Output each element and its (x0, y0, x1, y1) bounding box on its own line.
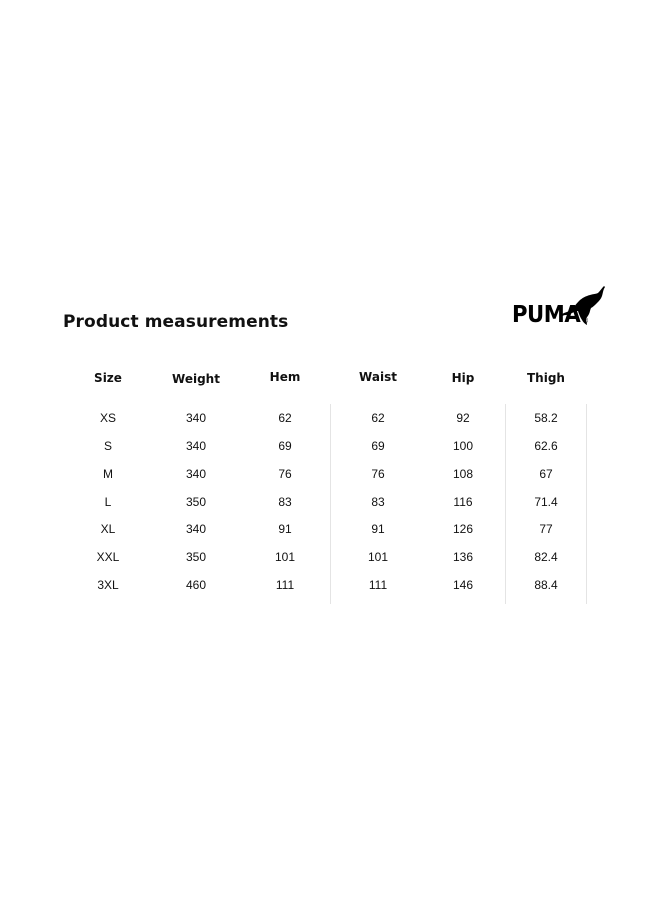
cell-hip: 116 (453, 495, 473, 509)
header-size: Size (94, 371, 122, 385)
table-row (0, 492, 660, 512)
header-waist: Waist (359, 370, 397, 384)
header-hem: Hem (269, 370, 301, 384)
header-weight: Weight (172, 372, 220, 386)
cell-hem: 69 (278, 439, 292, 453)
cell-hem: 101 (274, 550, 296, 564)
cell-weight: 460 (185, 578, 207, 592)
cell-thigh: 58.2 (534, 411, 558, 425)
cell-weight: 340 (185, 467, 207, 481)
table-row (0, 408, 660, 428)
cell-waist: 62 (371, 411, 385, 425)
cell-waist: 101 (367, 550, 389, 564)
cell-waist: 91 (371, 522, 385, 536)
cell-hip: 136 (452, 550, 474, 564)
cell-hip: 146 (452, 578, 474, 592)
cell-thigh: 82.4 (534, 550, 558, 564)
puma-logo (512, 284, 606, 334)
cell-hem: 76 (278, 467, 292, 481)
cell-waist: 69 (371, 439, 385, 453)
cell-thigh: 62.6 (534, 439, 558, 453)
cell-hem: 111 (275, 578, 295, 592)
cell-thigh: 67 (539, 467, 553, 481)
cell-hem: 91 (278, 522, 292, 536)
cell-weight: 350 (185, 495, 207, 509)
table-row (0, 464, 660, 484)
registered-mark: ® (583, 318, 589, 325)
cell-weight: 350 (185, 550, 207, 564)
cell-thigh: 88.4 (534, 578, 558, 592)
table-row (0, 575, 660, 595)
cell-weight: 340 (185, 522, 207, 536)
cell-thigh: 71.4 (534, 495, 558, 509)
cell-size: 3XL (97, 578, 119, 592)
cell-hip: 100 (452, 439, 474, 453)
cell-size: XL (100, 522, 116, 536)
cell-hem: 62 (278, 411, 292, 425)
cell-hip: 126 (452, 522, 474, 536)
cell-hip: 92 (456, 411, 470, 425)
cell-hem: 83 (278, 495, 292, 509)
cell-size: S (103, 439, 112, 453)
header-hip: Hip (451, 371, 475, 385)
cell-size: M (103, 467, 113, 481)
cell-hip: 108 (452, 467, 474, 481)
cell-size: XS (99, 411, 116, 425)
table-row (0, 519, 660, 539)
cell-thigh: 77 (539, 522, 553, 536)
cell-weight: 340 (185, 439, 207, 453)
page-title: Product measurements (63, 312, 289, 332)
cell-waist: 76 (371, 467, 385, 481)
table-row (0, 547, 660, 567)
header-thigh: Thigh (527, 371, 565, 385)
cell-size: XXL (96, 550, 120, 564)
cell-size: L (104, 495, 112, 509)
table-header (0, 368, 660, 388)
cell-waist: 111 (368, 578, 388, 592)
cell-waist: 83 (371, 495, 385, 509)
table-row (0, 436, 660, 456)
cell-weight: 340 (185, 411, 207, 425)
brand-wordmark: PUMA (512, 302, 581, 328)
